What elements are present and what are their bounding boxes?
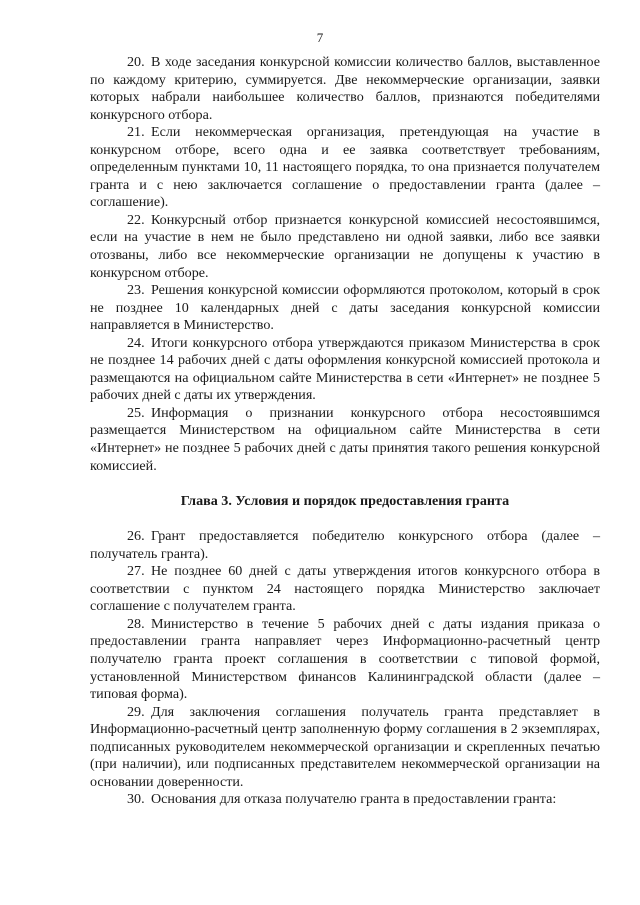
paragraph-text: Конкурсный отбор признается конкурсной комиссией несостоявшимся, если на участие в нем не было представлено ни одной заявки, либо все заявки отозваны, либо все некоммерческие организации не допущены к участию в конкурсном отборе. (90, 211, 600, 281)
paragraph-text: Если некоммерческая организация, претендующая на участие в конкурсном отборе, всего одна и ее заявка соответствует требованиям, определенным пунктами 10, 11 настоящего порядка, то она признается получателем гранта и с нею заключается соглашение о предоставлении гранта (далее – соглашение). (90, 124, 600, 211)
paragraphs-after-heading (90, 528, 600, 809)
paragraph-29 (90, 704, 600, 792)
paragraph-number: 22. (127, 211, 145, 228)
paragraph-30 (90, 791, 600, 809)
paragraph-24 (90, 335, 600, 405)
page-number: 7 (316, 30, 324, 45)
paragraph-number: 21. (127, 124, 145, 141)
paragraph-number: 26. (127, 528, 145, 545)
chapter-heading: Глава 3. Условия и порядок предоставления гранта (180, 493, 510, 510)
paragraph-text: Решения конкурсной комиссии оформляются протоколом, который в срок не позднее 10 календарных дней с даты заседания конкурсной комиссии направляется в Министерство. (90, 282, 600, 334)
paragraph-text: Для заключения соглашения получатель гранта представляет в Информационно-расчетный центр заполненную форму соглашения в 2 экземплярах, подписанных руководителем некоммерческой организации и скрепленных печатью (при наличии), или подписанных представителем некоммерческой организации на основании доверенности. (90, 703, 600, 790)
paragraph-text: Информация о признании конкурсного отбора несостоявшимся размещается Министерством на официальном сайте Министерства в сети «Интернет» не позднее 5 рабочих дней с даты принятия такого решения конкурсной комиссией. (90, 404, 600, 474)
paragraph-26 (90, 528, 600, 563)
paragraph-number: 20. (127, 54, 145, 70)
paragraph-number: 23. (127, 282, 145, 299)
paragraph-text: Итоги конкурсного отбора утверждаются приказом Министерства в срок не позднее 14 рабочих дней с даты оформления конкурсной комиссией протокола и размещаются на официальном сайте Министерства в сети «Интернет» не позднее 5 рабочих дней с даты их утверждения. (90, 334, 600, 404)
paragraph-text: Министерство в течение 5 рабочих дней с даты издания приказа о предоставлении гранта направляет через Информационно-расчетный центр получателю гранта проект соглашения в соответствии с типовой формой, установленной Министерством финансов Калининградской области (далее – типовая форма). (90, 615, 600, 703)
paragraph-28 (90, 616, 600, 704)
paragraph-number: 29. (127, 703, 145, 720)
paragraph-number: 28. (127, 615, 145, 632)
paragraph-number: 24. (127, 334, 145, 351)
paragraph-text: Основания для отказа получателю гранта в предоставлении гранта: (150, 791, 557, 808)
paragraph-22 (90, 212, 600, 282)
paragraph-number: 30. (127, 791, 145, 808)
paragraph-27 (90, 563, 600, 616)
paragraph-text: В ходе заседания конкурсной комиссии количество баллов, выставленное по каждому критерию, суммируется. Две некоммерческие организации, заявки которых набрали наибольшее количество баллов, признаются победителями конкурсного отбора. (90, 54, 600, 123)
document-body (90, 54, 600, 809)
paragraph-number: 25. (127, 404, 145, 421)
paragraph-20 (90, 54, 600, 124)
paragraph-text: Грант предоставляется победителю конкурсного отбора (далее – получатель гранта). (90, 528, 600, 562)
paragraph-23 (90, 282, 600, 335)
paragraph-25 (90, 405, 600, 475)
paragraphs-before-heading (90, 54, 600, 475)
paragraph-text: Не позднее 60 дней с даты утверждения итогов конкурсного отбора в соответствии с пунктом 24 настоящего порядка Министерство заключает соглашение с получателем гранта. (90, 563, 600, 615)
paragraph-21 (90, 124, 600, 212)
paragraph-number: 27. (127, 563, 145, 580)
